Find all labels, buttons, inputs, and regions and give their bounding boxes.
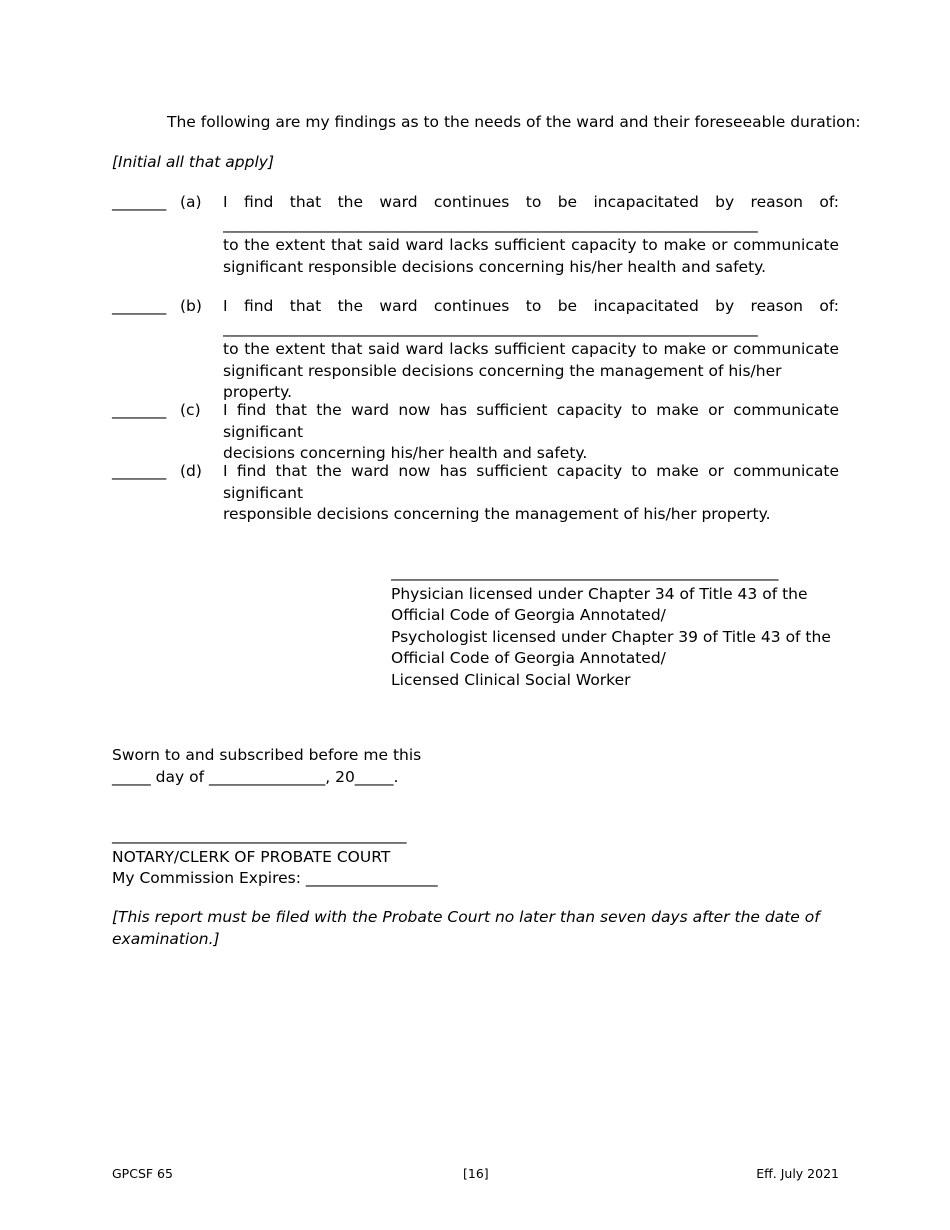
item-d-line2: responsible decisions concerning the management of his/her property. (223, 505, 771, 523)
signature-line[interactable]: __________________________________________________ (391, 563, 779, 581)
sworn-date-line[interactable]: _____ day of _______________, 20_____. (112, 767, 399, 786)
item-letter-c: (c) (180, 401, 201, 419)
footer-effective-date: Eff. July 2021 (756, 1166, 839, 1181)
commission-expires[interactable]: My Commission Expires: _________________ (112, 869, 438, 887)
item-c-line2: decisions concerning his/her health and safety. (223, 444, 588, 462)
signature-title (391, 584, 839, 692)
item-letter-b: (b) (180, 297, 202, 315)
item-a-fill-line[interactable]: _____________________________________________________________________ (223, 214, 758, 233)
item-b-fill-line[interactable]: _____________________________________________________________________ (223, 318, 758, 337)
footer-page-number: [16] (463, 1166, 489, 1181)
footer-form-id: GPCSF 65 (112, 1166, 173, 1181)
item-c-line1: I find that the ward now has sufficient capacity to make or communicate significant (223, 401, 839, 441)
filing-note: [This report must be filed with the Probate Court no later than seven days after the date of examination.] (112, 908, 820, 948)
signature-title-line: Psychologist licensed under Chapter 39 of Title 43 of the (391, 627, 831, 646)
sworn-statement (112, 745, 421, 788)
item-b-line2: to the extent that said ward lacks sufficient capacity to make or communicate (223, 340, 839, 358)
initial-blank-a[interactable]: _______ (112, 193, 167, 211)
initial-blank-c[interactable]: _______ (112, 401, 167, 419)
initial-blank-d[interactable]: _______ (112, 462, 167, 480)
item-b-line1: I find that the ward continues to be incapacitated by reason of: (223, 297, 839, 315)
notary-block (112, 825, 438, 890)
notary-title: NOTARY/CLERK OF PROBATE COURT (112, 847, 391, 866)
item-a-line3: significant responsible decisions concerning his/her health and safety. (223, 257, 767, 276)
item-letter-a: (a) (180, 193, 202, 211)
signature-title-line: Licensed Clinical Social Worker (391, 670, 631, 689)
sworn-line1: Sworn to and subscribed before me this (112, 746, 422, 764)
notary-signature-line[interactable]: ______________________________________ (112, 826, 407, 844)
signature-block (391, 562, 839, 691)
signature-title-line: Physician licensed under Chapter 34 of Title 43 of the (391, 584, 808, 603)
item-a-line1: I find that the ward continues to be incapacitated by reason of: (223, 193, 839, 211)
findings-intro: The following are my findings as to the needs of the ward and their foreseeable duration: (167, 113, 861, 131)
initial-instruction: [Initial all that apply] (112, 153, 275, 171)
item-a-line2: to the extent that said ward lacks sufficient capacity to make or communicate (223, 236, 839, 254)
signature-title-line: Official Code of Georgia Annotated/ (391, 649, 666, 667)
initial-blank-b[interactable]: _______ (112, 297, 167, 315)
item-letter-d: (d) (180, 462, 202, 480)
signature-title-line: Official Code of Georgia Annotated/ (391, 606, 666, 624)
item-d-line1: I find that the ward now has sufficient capacity to make or communicate significant (223, 462, 839, 502)
item-b-line3: significant responsible decisions concerning the management of his/her property. (223, 361, 782, 401)
